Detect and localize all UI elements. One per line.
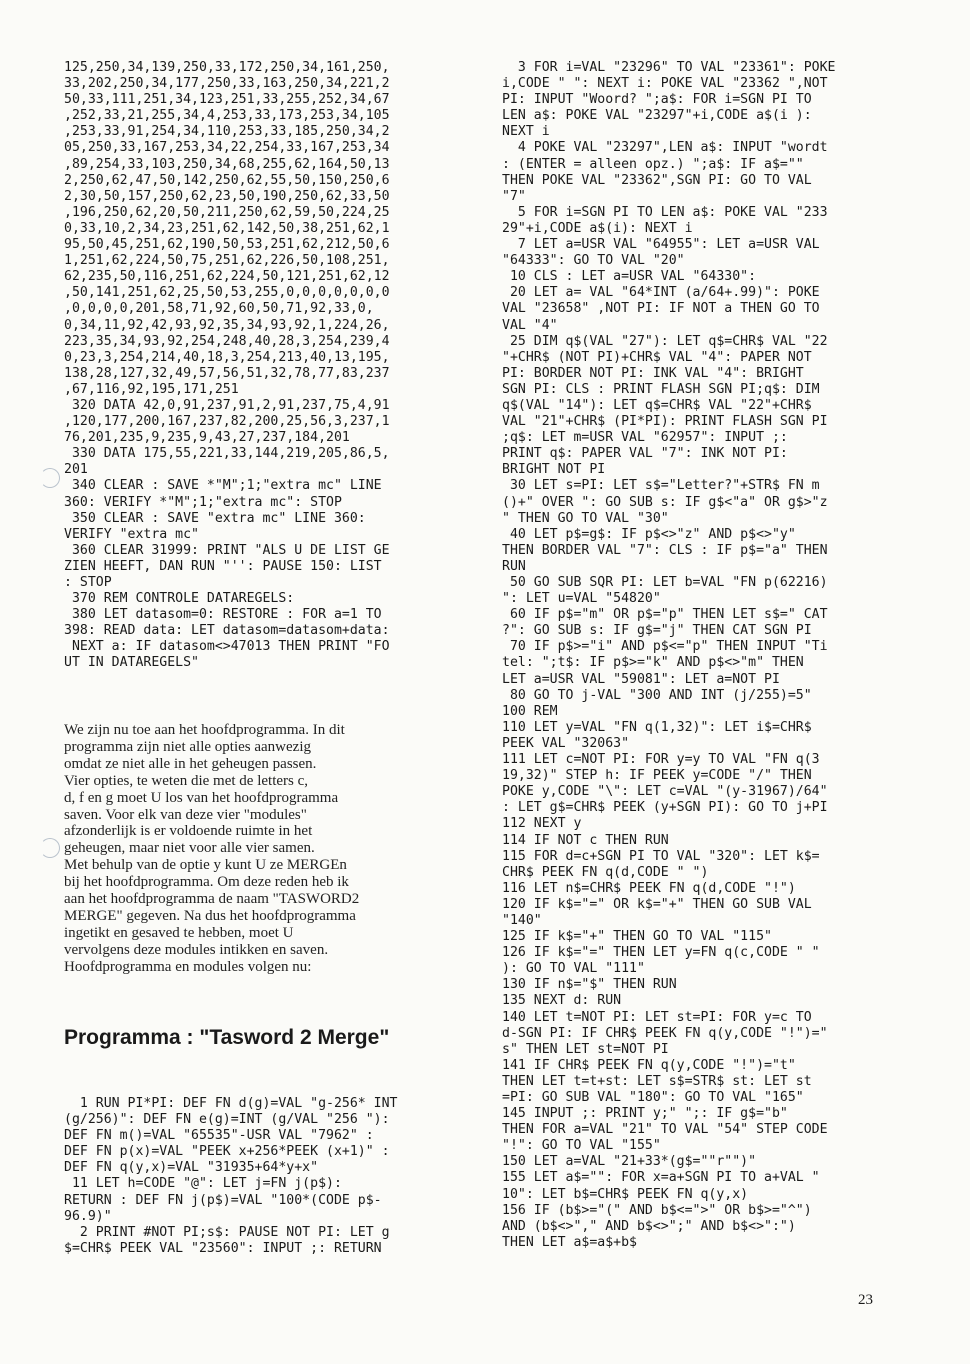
code-line: 150 LET a=VAL "21+33*(g$=""r"")" [502,1154,757,1170]
prose-line: Hoofdprogramma en modules volgen nu: [64,958,312,975]
code-line: VAL "4" [502,317,558,333]
code-line: 380 LET datasom=0: RESTORE : FOR a=1 TO [64,607,382,623]
code-line: 100 REM [502,703,558,719]
code-line: 2,250,62,47,50,142,250,62,55,50,150,250,6 [64,172,390,188]
code-line: DEF FN p(x)=VAL "PEEK x+256*PEEK (x+1)" : [64,1144,390,1160]
code-line: SGN PI: CLS : PRINT FLASH SGN PI;q$: DIM [502,381,820,397]
code-line: AND (b$<>"," AND b$<>";" AND b$<>":") [502,1218,796,1234]
code-line: 30 LET s=PI: LET s$="Letter?"+STR$ FN m [502,478,820,494]
prose-line: omdat ze niet alle in het geheugen passen. [64,755,317,772]
code-line: 330 DATA 175,55,221,33,144,219,205,86,5, [64,446,390,462]
code-line: ,67,116,92,195,171,251 [64,381,239,397]
code-line: 145 INPUT ;: PRINT y;" ";: IF g$="b" [502,1106,788,1122]
code-line: 141 IF CHR$ PEEK FN q(y,CODE "!")="t" [502,1057,796,1073]
right-code-column [502,60,896,1251]
code-line: 0,34,11,92,42,93,92,35,34,93,92,1,224,26, [64,317,390,333]
code-line: 76,201,235,9,235,9,43,27,237,184,201 [64,430,350,446]
code-line: 7 LET a=USR VAL "64955": LET a=USR VAL [502,237,820,253]
code-line: LEN a$: POKE VAL "23297"+i,CODE a$(i ): [502,108,812,124]
code-line: s" THEN LET st=NOT PI [502,1041,669,1057]
code-line: PEEK VAL "32063" [502,735,630,751]
prose-line: programma zijn niet alle opties aanwezig [64,738,311,755]
code-line: 96.9)" [64,1208,112,1224]
code-line: 10 CLS : LET a=USR VAL "64330": [502,269,757,285]
prose-line: d, f en g moet U los van het hoofdprogramma [64,789,339,806]
code-line: (g/256)": DEF FN e(g)=INT (g/VAL "256 "): [64,1112,390,1128]
code-line: 5 FOR i=SGN PI TO LEN a$: POKE VAL "233 [502,204,828,220]
code-line: ,0,0,0,0,201,58,71,92,60,50,71,92,33,0, [64,301,374,317]
code-line: ": LET u=VAL "54820" [502,591,661,607]
code-line: 50,33,111,251,34,123,251,33,255,252,34,67 [64,92,390,108]
code-line: q$(VAL "14"): LET q$=CHR$ VAL "22"+CHR$ [502,397,812,413]
code-line: 19,32)" STEP h: IF PEEK y=CODE "/" THEN [502,768,812,784]
code-line: 40 LET p$=g$: IF p$<>"z" AND p$<>"y" [502,526,796,542]
code-line: UT IN DATAREGELS" [64,655,199,671]
code-line: 350 CLEAR : SAVE "extra mc" LINE 360: [64,510,366,526]
code-line: 1 RUN PI*PI: DEF FN d(g)=VAL "g-256* INT [64,1096,398,1111]
code-line: POKE y,CODE "\": LET c=VAL "(y-31967)/64" [502,784,828,800]
code-line: 33,202,250,34,177,250,33,163,250,34,221,2 [64,76,390,92]
code-line: PRINT q$: PAPER VAL "7": INK NOT PI: [502,446,788,462]
code-line: 112 NEXT y [502,816,582,832]
code-line: ZIEN HEEFT, DAN RUN "'': PAUSE 150: LIST [64,558,382,574]
code-line: tel: ";t$: IF p$>="k" AND p$<>"m" THEN [502,655,804,671]
code-line: 340 CLEAR : SAVE *"M";1;"extra mc" LINE [64,478,382,494]
prose-line: Met behulp van de optie y kunt U ze MERGEn [64,857,347,874]
code-line: : STOP [64,575,112,590]
code-line: LET a=USR VAL "59081": LET a=NOT PI [502,671,780,687]
main-program-start [64,1096,454,1257]
code-line: 360 CLEAR 31999: PRINT "ALS U DE LIST GE [64,542,390,558]
code-line: "+CHR$ (NOT PI)+CHR$ VAL "4": PAPER NOT [502,349,812,365]
prose-line: geheugen, maar niet voor alle vier samen. [64,840,315,857]
code-line: NEXT a: IF datasom<>47013 THEN PRINT "FO [64,639,390,655]
code-line: 120 IF k$="=" OR k$="+" THEN GO SUB VAL [502,896,812,912]
code-line: 4 POKE VAL "23297",LEN a$: INPUT "wordt [502,140,828,156]
code-line: 155 LET a$="": FOR x=a+SGN PI TO a+VAL " [502,1170,820,1186]
code-line: 125 IF k$="+" THEN GO TO VAL "115" [502,929,772,945]
code-line: i,CODE " ": NEXT i: POKE VAL "23362 ",NOT [502,76,828,92]
code-line: 130 IF n$="$" THEN RUN [502,977,677,993]
prose-line: Vier opties, te weten die met de letters c, [64,772,309,789]
code-line: 0,33,10,2,34,23,251,62,142,50,38,251,62,1 [64,220,390,236]
prose-line: MERGE" gegeven. Na dus het hoofdprogramma [64,907,356,924]
code-line: THEN FOR a=VAL "21" TO VAL "54" STEP CODE [502,1122,828,1138]
code-line: 320 DATA 42,0,91,237,91,2,91,237,75,4,91 [64,397,390,413]
code-line: DEF FN m()=VAL "65535"-USR VAL "7962" : [64,1128,374,1144]
prose-line: bij het hoofdprogramma. Om deze reden heb ik [64,874,349,891]
code-line: $=CHR$ PEEK VAL "23560": INPUT ;: RETURN [64,1240,382,1256]
code-line: THEN POKE VAL "23362",SGN PI: GO TO VAL [502,172,812,188]
code-line: " THEN GO TO VAL "30" [502,510,669,526]
code-line: VERIFY "extra mc" [64,526,199,542]
binder-hole-mark [40,468,60,488]
code-line: 70 IF p$>="i" AND p$<="p" THEN INPUT "Ti [502,639,828,655]
code-line: 20 LET a= VAL "64*INT (a/64+.99)": POKE [502,285,820,301]
code-line: 60 IF p$="m" OR p$="p" THEN LET s$=" CAT [502,607,828,623]
code-line: =PI: GO SUB VAL "180": GO TO VAL "165" [502,1090,804,1105]
code-line: 95,50,45,251,62,190,50,53,251,62,212,50,6 [64,237,390,253]
prose-line: vervolgens deze modules intikken en saven. [64,941,329,958]
intro-paragraph [64,722,446,976]
left-code-column [64,60,454,672]
code-line: 0,23,3,254,214,40,18,3,254,213,40,13,195, [64,349,390,365]
section-heading: Programma : "Tasword 2 Merge" [64,1026,390,1049]
prose-line: afzonderlijk is er voldoende ruimte in het [64,823,313,840]
code-line: PI: BORDER NOT PI: INK VAL "4": BRIGHT [502,365,804,381]
code-line: 116 LET n$=CHR$ PEEK FN q(d,CODE "!") [502,880,796,896]
code-line: RETURN : DEF FN j(p$)=VAL "100*(CODE p$- [64,1192,382,1208]
code-line: : (ENTER = alleen opz.) ";a$: IF a$="" [502,156,804,172]
code-line: 2,30,50,157,250,62,23,50,190,250,62,33,50 [64,188,390,204]
binder-hole-mark [40,838,60,858]
code-line: 80 GO TO j-VAL "300 AND INT (j/255)=5" [502,687,812,703]
code-line: 11 LET h=CODE "@": LET j=FN j(p$): [64,1176,342,1192]
code-line: 138,28,127,32,49,57,56,51,32,78,77,83,237 [64,365,390,381]
code-line: 125,250,34,139,250,33,172,250,34,161,250, [64,60,390,75]
prose-line: aan het hoofdprogramma de naam "TASWORD2 [64,891,360,908]
code-line: THEN LET a$=a$+b$ [502,1234,637,1250]
code-line: ,50,141,251,62,25,50,53,255,0,0,0,0,0,0,0 [64,285,390,301]
code-line: 370 REM CONTROLE DATAREGELS: [64,591,295,607]
code-line: 115 FOR d=c+SGN PI TO VAL "320": LET k$= [502,848,820,864]
code-line: ,89,254,33,103,250,34,68,255,62,164,50,13 [64,156,390,172]
code-line: 2 PRINT #NOT PI;s$: PAUSE NOT PI: LET g [64,1224,390,1240]
code-line: 1,251,62,224,50,75,251,62,226,50,108,251, [64,253,390,269]
code-line: BRIGHT NOT PI [502,462,606,478]
code-line: d-SGN PI: IF CHR$ PEEK FN q(y,CODE "!")=" [502,1025,828,1041]
code-line: ): GO TO VAL "111" [502,961,645,977]
code-line: ?": GO SUB s: IF g$="j" THEN CAT SGN PI [502,623,812,639]
code-line: NEXT i [502,124,550,140]
code-line: 10": LET b$=CHR$ PEEK FN q(y,x) [502,1186,749,1202]
code-line: 140 LET t=NOT PI: LET st=PI: FOR y=c TO [502,1009,812,1025]
code-line: ()+" OVER ": GO SUB s: IF g$<"a" OR g$>"z [502,494,828,510]
code-line: "!": GO TO VAL "155" [502,1138,661,1154]
code-line: DEF FN q(y,x)=VAL "31935+64*y+x" [64,1160,319,1176]
code-line: 135 NEXT d: RUN [502,993,622,1009]
code-line: 29"+i,CODE a$(i): NEXT i [502,220,693,236]
code-line: VAL "23658" ,NOT PI: IF NOT a THEN GO TO [502,301,820,317]
code-line: 223,35,34,93,92,254,248,40,28,3,254,239,4 [64,333,390,349]
code-line: 201 [64,462,88,478]
code-line: "140" [502,912,542,928]
code-line: 126 IF k$="=" THEN LET y=FN q(c,CODE " " [502,945,820,961]
prose-line: We zijn nu toe aan het hoofdprogramma. In dit [64,722,345,738]
code-line: ,196,250,62,20,50,211,250,62,59,50,224,25 [64,204,390,220]
prose-line: ingetikt en gesaved te hebben, moet U [64,924,294,941]
code-line: ,252,33,21,255,34,4,253,33,173,253,34,105 [64,108,390,124]
page-number: 23 [858,1292,873,1308]
code-line: 110 LET y=VAL "FN q(1,32)": LET i$=CHR$ [502,719,812,735]
code-line: ,253,33,91,254,34,110,253,33,185,250,34,2 [64,124,390,140]
code-line: "7" [502,188,526,204]
code-line: ;q$: LET m=USR VAL "62957": INPUT ;: [502,430,788,446]
code-line: PI: INPUT "Woord? ";a$: FOR i=SGN PI TO [502,92,812,108]
code-line: 398: READ data: LET datasom=datasom+data: [64,623,390,639]
code-line: 50 GO SUB SQR PI: LET b=VAL "FN p(62216) [502,575,828,590]
code-line: 114 IF NOT c THEN RUN [502,832,669,848]
code-line: 05,250,33,167,253,34,22,254,33,167,253,34 [64,140,390,156]
code-line: CHR$ PEEK FN q(d,CODE " ") [502,864,709,880]
code-line: "64333": GO TO VAL "20" [502,253,685,269]
code-line: 3 FOR i=VAL "23296" TO VAL "23361": POKE [502,60,836,75]
code-line: 360: VERIFY *"M";1;"extra mc": STOP [64,494,342,510]
code-line: 62,235,50,116,251,62,224,50,121,251,62,12 [64,269,390,285]
code-line: ,120,177,200,167,237,82,200,25,56,3,237,1 [64,414,390,430]
code-line: 111 LET c=NOT PI: FOR y=y TO VAL "FN q(3 [502,752,820,768]
code-line: : LET g$=CHR$ PEEK (y+SGN PI): GO TO j+PI [502,800,828,816]
code-line: RUN [502,558,526,574]
code-line: THEN LET t=t+st: LET s$=STR$ st: LET st [502,1073,812,1089]
code-line: 25 DIM q$(VAL "27"): LET q$=CHR$ VAL "22 [502,333,828,349]
prose-line: saven. Voor elk van deze vier "modules" [64,806,307,823]
code-line: 156 IF (b$>="(" AND b$<=">" OR b$>="^") [502,1202,812,1218]
code-line: THEN BORDER VAL "7": CLS : IF p$="a" THEN [502,542,828,558]
code-line: VAL "21"+CHR$ (PI*PI): PRINT FLASH SGN PI [502,414,828,430]
